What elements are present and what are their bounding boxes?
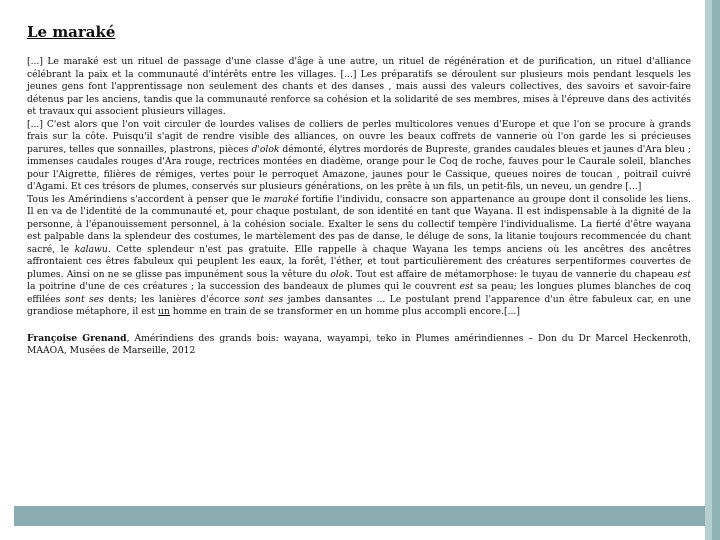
text-segment: [...] Le maraké est un rituel de passage d'une classe d'âge à une autre, un rituel de régénération et de purification, un rituel d'alliance célébrant la paix et la communauté d'intérêts entre les villages. [...] Les préparatifs se déroulent sur plusieurs mois pendant lesquels les jeunes gens font l'apprentissage non seulement des chants et des danses , mais aussi des valeurs collectives, des savoirs et savoir-faire détenus par les anciens, tandis que la communauté renforce sa cohésion et la solidarité de ses membres, mises à l'épreuve dans des activités et travaux qui associent plusieurs villages. — [27, 56, 691, 117]
text-segment: . Cette splendeur n'est pas gratuite. Elle rappelle à chaque Wayana les temps anciens où les ancêtres des ancêtres affrontaient ces êtres fabuleux qui peuplent les eaux, la forêt, l'éther, et tout particulièrement des créatures serpentiformes couvertes de plumes. Ainsi on ne se glisse pas impunément sous la vêture du — [27, 243, 691, 280]
slide-content — [27, 22, 691, 358]
citation — [27, 333, 691, 358]
citation-author: Françoise Grenand — [27, 332, 127, 344]
slide-title: Le maraké — [27, 23, 116, 41]
text-segment: maraké — [263, 193, 299, 205]
paragraph-adornments — [27, 119, 691, 194]
slide-border-right-inner — [712, 0, 720, 540]
paragraph-ritual-intro — [27, 56, 691, 119]
footer-bar — [14, 506, 705, 526]
text-segment: un — [157, 306, 170, 317]
text-segment: sont ses — [244, 293, 284, 305]
text-segment: . Tout est affaire de métamorphose: le tuyau de vannerie du chapeau — [349, 268, 678, 280]
text-segment: la poitrine d'une de ces créatures ; la succession des bandeaux de plumes qui le couvrent — [27, 281, 460, 292]
text-segment: fortifie l'individu, consacre son appartenance au groupe dont il consolide les liens. Il en va de l'identité de la communauté et, pour chaque postulant, de son identité en tant que Wayana. Il est indispensable à la dignité de la personne, à l'épanouissement personnel, à la cohésion sociale. Exalter le sens du collectif tempère l'individualisme. La fierté d'être wayana est palpable dans la splendeur des costumes, le martèlement des pas de danse, le déluge de sons, la litanie toujours recommencée du chant sacré, le — [27, 193, 691, 255]
text-segment: kalawu — [74, 243, 108, 255]
paragraph-identity — [27, 194, 691, 319]
text-segment: est — [459, 281, 474, 292]
text-segment: homme en train de se transformer en un homme plus accompli encore.[...] — [169, 306, 520, 317]
text-segment: sa peau; les longues plumes blanches de coq effilées — [27, 281, 691, 305]
text-segment: olok — [330, 268, 350, 280]
text-segment: [...] C'est alors que l'on voit circuler de lourdes valises de colliers de perles multicolores venues d'Europe et que l'on se procure à grands frais sur la côte. Puisqu'il s'agit de rendre visible des alliances, on ouvre les beaux coffrets de vannerie où l'on garde les si précieuses parures, telles que sonnailles, plastrons, pièces — [27, 118, 691, 155]
text-segment: sont ses — [64, 293, 104, 305]
citation-reference: , Amérindiens des grands bois: wayana, wayampi, teko in Plumes amérindiennes – Don du Dr Marcel Heckenroth, MAAOA, Musées de Marseille, 2012 — [27, 332, 691, 356]
text-segment: dents; les lanières d'écorce — [103, 293, 245, 305]
text-segment: est — [677, 268, 691, 280]
text-segment: d'olok — [251, 143, 280, 155]
text-segment: Tous les Amérindiens s'accordent à penser que le — [27, 193, 264, 205]
text-segment: démonté, élytres mordorés de Bupreste, grandes caudales bleues et jaunes d'Ara bleu ; immenses caudales rouges d'Ara rouge, rectrices montées en diadème, orange pour le Coq de roche, fauves pour le Caurale soleil, blanches pour l'Aigrette, filières de rémiges, vertes pour le perroquet Amazone, jaunes pour le Cassique, queues noires de toucan , poitrail cuivré d'Agami. Et ces trésors de plumes, conservés sur plusieurs générations, on les prête à un fils, un petit-fils, un neveu, un gendre [...] — [27, 143, 691, 192]
text-segment: jambes dansantes ... Le postulant prend l'apparence d'un être fabuleux car, en une grandiose métaphore, il est — [27, 293, 691, 317]
